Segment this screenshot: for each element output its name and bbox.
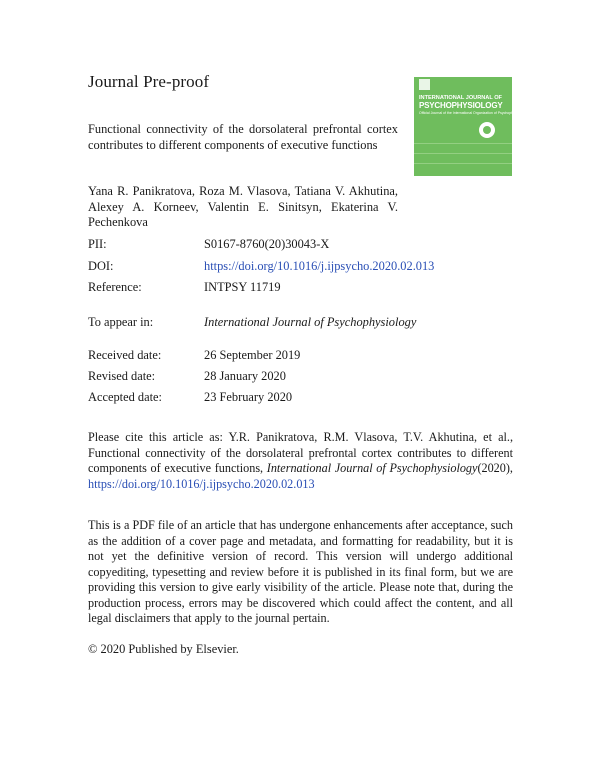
journal-cover-image [414, 77, 526, 176]
received-date-label: Received date: [88, 348, 162, 362]
reference-label: Reference: [88, 280, 142, 294]
appear-in-label: To appear in: [88, 315, 154, 329]
pii-value: S0167-8760(20)30043-X [204, 237, 330, 251]
article-title: Functional connectivity of the dorsolateral prefrontal cortex contributes to different components of executive functions [88, 122, 398, 152]
journal-pre-proof-label: Journal Pre-proof [88, 72, 210, 91]
pre-proof-notice-paragraph: This is a PDF file of an article that has undergone enhancements after acceptance, such as the addition of a cover page and metadata, and formatting for readability, but it is not yet the definitive version of record. This version will undergo additional copyediting, typesetting and review before it is published in its final form, but we are providing this version to give early visibility of the article. Please note that, during the production process, errors may be discovered which could affect the content, and all legal disclaimers that apply to the journal pertain. [88, 518, 513, 625]
cover-emblem-icon [479, 122, 495, 138]
revised-date-value: 28 January 2020 [204, 369, 286, 383]
revised-date-label: Revised date: [88, 369, 156, 383]
publisher-logo-icon [419, 79, 430, 90]
received-date-value: 26 September 2019 [204, 348, 301, 362]
doi-label: DOI: [88, 259, 114, 273]
citation-year: (2020), [477, 461, 513, 475]
citation-text: Please cite this article as: Y.R. Panikratova, R.M. Vlasova, T.V. Akhutina, et al., Functional connectivity of the dorsolateral prefrontal cortex contributes to different components of executive functions, [88, 430, 513, 475]
pii-label: PII: [88, 237, 107, 251]
accepted-date-label: Accepted date: [88, 390, 162, 404]
accepted-date-value: 23 February 2020 [204, 390, 293, 404]
citation-journal: International Journal of Psychophysiology [266, 461, 478, 475]
cover-stripe [414, 143, 512, 144]
citation-doi-link[interactable]: https://doi.org/10.1016/j.ijpsycho.2020.02.013 [88, 476, 315, 491]
citation-paragraph [88, 430, 513, 492]
cover-title-big: PSYCHOPHYSIOLOGY [419, 101, 503, 110]
doi-link[interactable]: https://doi.org/10.1016/j.ijpsycho.2020.02.013 [204, 259, 435, 273]
appear-in-journal: International Journal of Psychophysiology [204, 315, 417, 329]
author-list: Yana R. Panikratova, Roza M. Vlasova, Tatiana V. Akhutina, Alexey A. Korneev, Valentin E. Sinitsyn, Ekaterina V. Pechenkova [88, 184, 398, 229]
copyright-notice: © 2020 Published by Elsevier. [88, 642, 239, 656]
cover-stripe [414, 153, 512, 154]
cover-title-small: INTERNATIONAL JOURNAL OF [419, 95, 502, 101]
cover-stripe [414, 163, 512, 164]
cover-subtitle: Official Journal of the International Organization of Psychophysiology [419, 111, 526, 115]
reference-value: INTPSY 11719 [204, 280, 281, 294]
